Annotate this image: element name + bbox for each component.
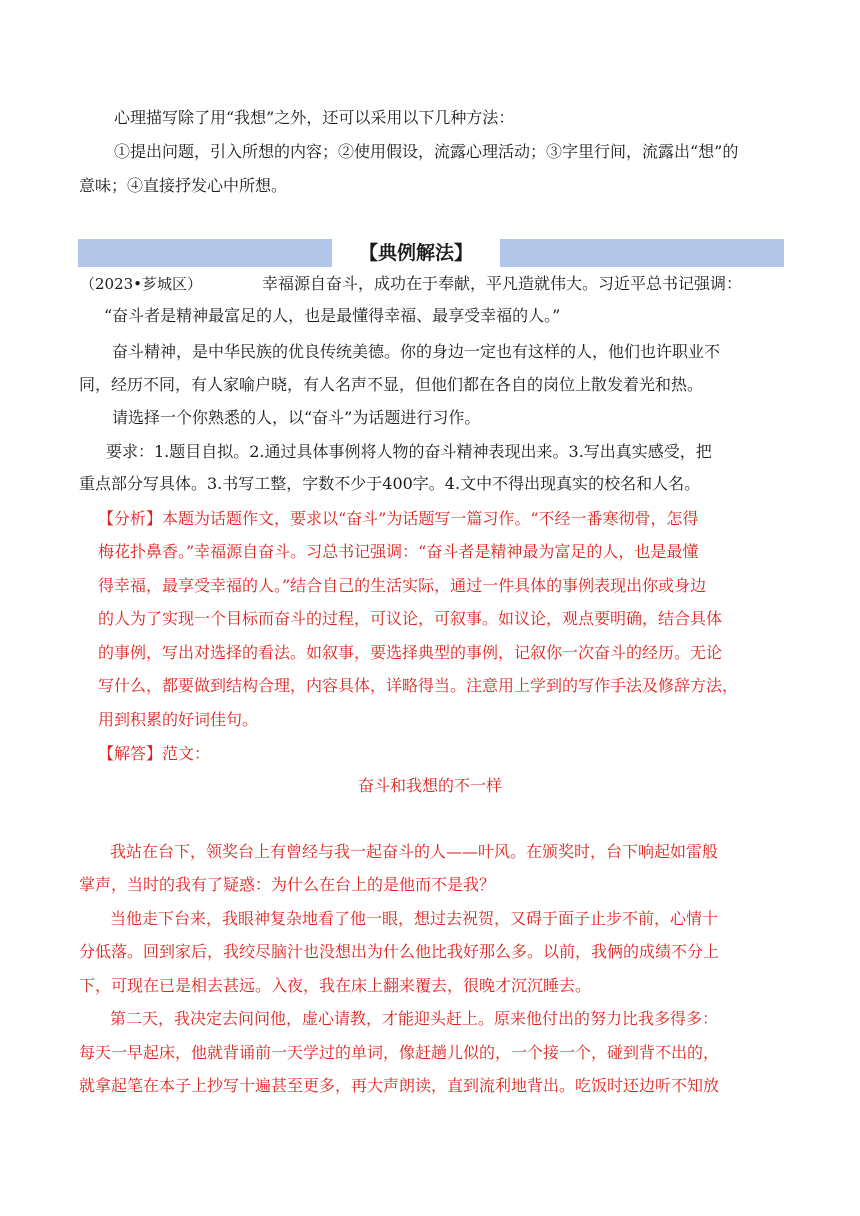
section-title: 【典例解法】: [332, 239, 500, 267]
answer-label: 【解答】范文：: [98, 744, 211, 763]
question-requirements-line-2: 重点部分写具体。3.书写工整，字数不少于400字。4.文中不得出现真实的校名和人名。: [79, 474, 701, 493]
question-source: （2023•芗城区）: [80, 275, 203, 293]
analysis-line-2: 梅花扑鼻香。”幸福源自奋斗。习总书记强调：“奋斗者是精神最为富足的人，也是最懂: [98, 542, 699, 561]
essay-line-2: 掌声，当时的我有了疑惑：为什么在台上的是他而不是我？: [79, 875, 496, 894]
essay-title: 奋斗和我想的不一样: [357, 776, 502, 795]
essay-line-3: 当他走下台来，我眼神复杂地看了他一眼，想过去祝贺，又碍于面子止步不前，心情十: [110, 909, 719, 928]
essay-line-5: 下，可现在已是相去甚远。入夜，我在床上翻来覆去，很晚才沉沉睡去。: [79, 976, 592, 995]
analysis-line-7: 用到积累的好词佳句。: [98, 710, 259, 729]
essay-line-4: 分低落。回到家后，我绞尽脑汁也没想出为什么他比我好那么多。以前，我俩的成绩不分上: [79, 942, 720, 961]
intro-line-2: ①提出问题，引入所想的内容；②使用假设，流露心理活动；③字里行间，流露出“想”的: [114, 142, 739, 161]
question-paragraph-2-line-2: 同，经历不同，有人家喻户晓，有人名声不显，但他们都在各自的岗位上散发着光和热。: [79, 375, 704, 394]
analysis-line-1: 【分析】本题为话题作文，要求以“奋斗”为话题写一篇习作。“不经一番寒彻骨，怎得: [98, 509, 699, 528]
question-paragraph-2-line-1: 奋斗精神，是中华民族的优良传统美德。你的身边一定也有这样的人，他们也许职业不: [112, 342, 721, 361]
intro-line-1: 心理描写除了用“我想”之外，还可以采用以下几种方法：: [114, 108, 515, 127]
question-lead: 幸福源自奋斗，成功在于奉献，平凡造就伟大。习近平总书记强调：: [262, 274, 743, 293]
essay-line-6: 第二天，我决定去问问他，虚心请教，才能迎头赶上。原来他付出的努力比我多得多：: [110, 1009, 719, 1028]
analysis-line-3: 得幸福，最享受幸福的人。”结合自己的生活实际，通过一件具体的事例表现出你或身边: [98, 576, 707, 595]
analysis-line-4: 的人为了实现一个目标而奋斗的过程，可议论，可叙事。如议论，观点要明确，结合具体: [98, 609, 723, 628]
essay-line-7: 每天一早起床，他就背诵前一天学过的单词，像赶趟儿似的，一个接一个，碰到背不出的，: [79, 1043, 720, 1062]
question-prompt: 请选择一个你熟悉的人，以“奋斗”为话题进行习作。: [112, 408, 481, 427]
analysis-line-6: 写什么，都要做到结构合理，内容具体，详略得当。注意用上学到的写作手法及修辞方法，: [98, 676, 739, 695]
intro-line-3: 意味；④直接抒发心中所想。: [79, 176, 288, 195]
question-quote: “奋斗者是精神最富足的人，也是最懂得幸福、最享受幸福的人。”: [104, 306, 561, 325]
essay-line-8: 就拿起笔在本子上抄写十遍甚至更多，再大声朗读，直到流利地背出。吃饭时还边听不知放: [79, 1076, 720, 1095]
question-requirements-line-1: 要求：1.题目自拟。2.通过具体事例将人物的奋斗精神表现出来。3.写出真实感受，把: [106, 442, 712, 461]
analysis-line-5: 的事例，写出对选择的看法。如叙事，要选择典型的事例，记叙你一次奋斗的经历。无论: [98, 643, 723, 662]
essay-line-1: 我站在台下，领奖台上有曾经与我一起奋斗的人——叶风。在颁奖时，台下响起如雷般: [110, 842, 719, 861]
